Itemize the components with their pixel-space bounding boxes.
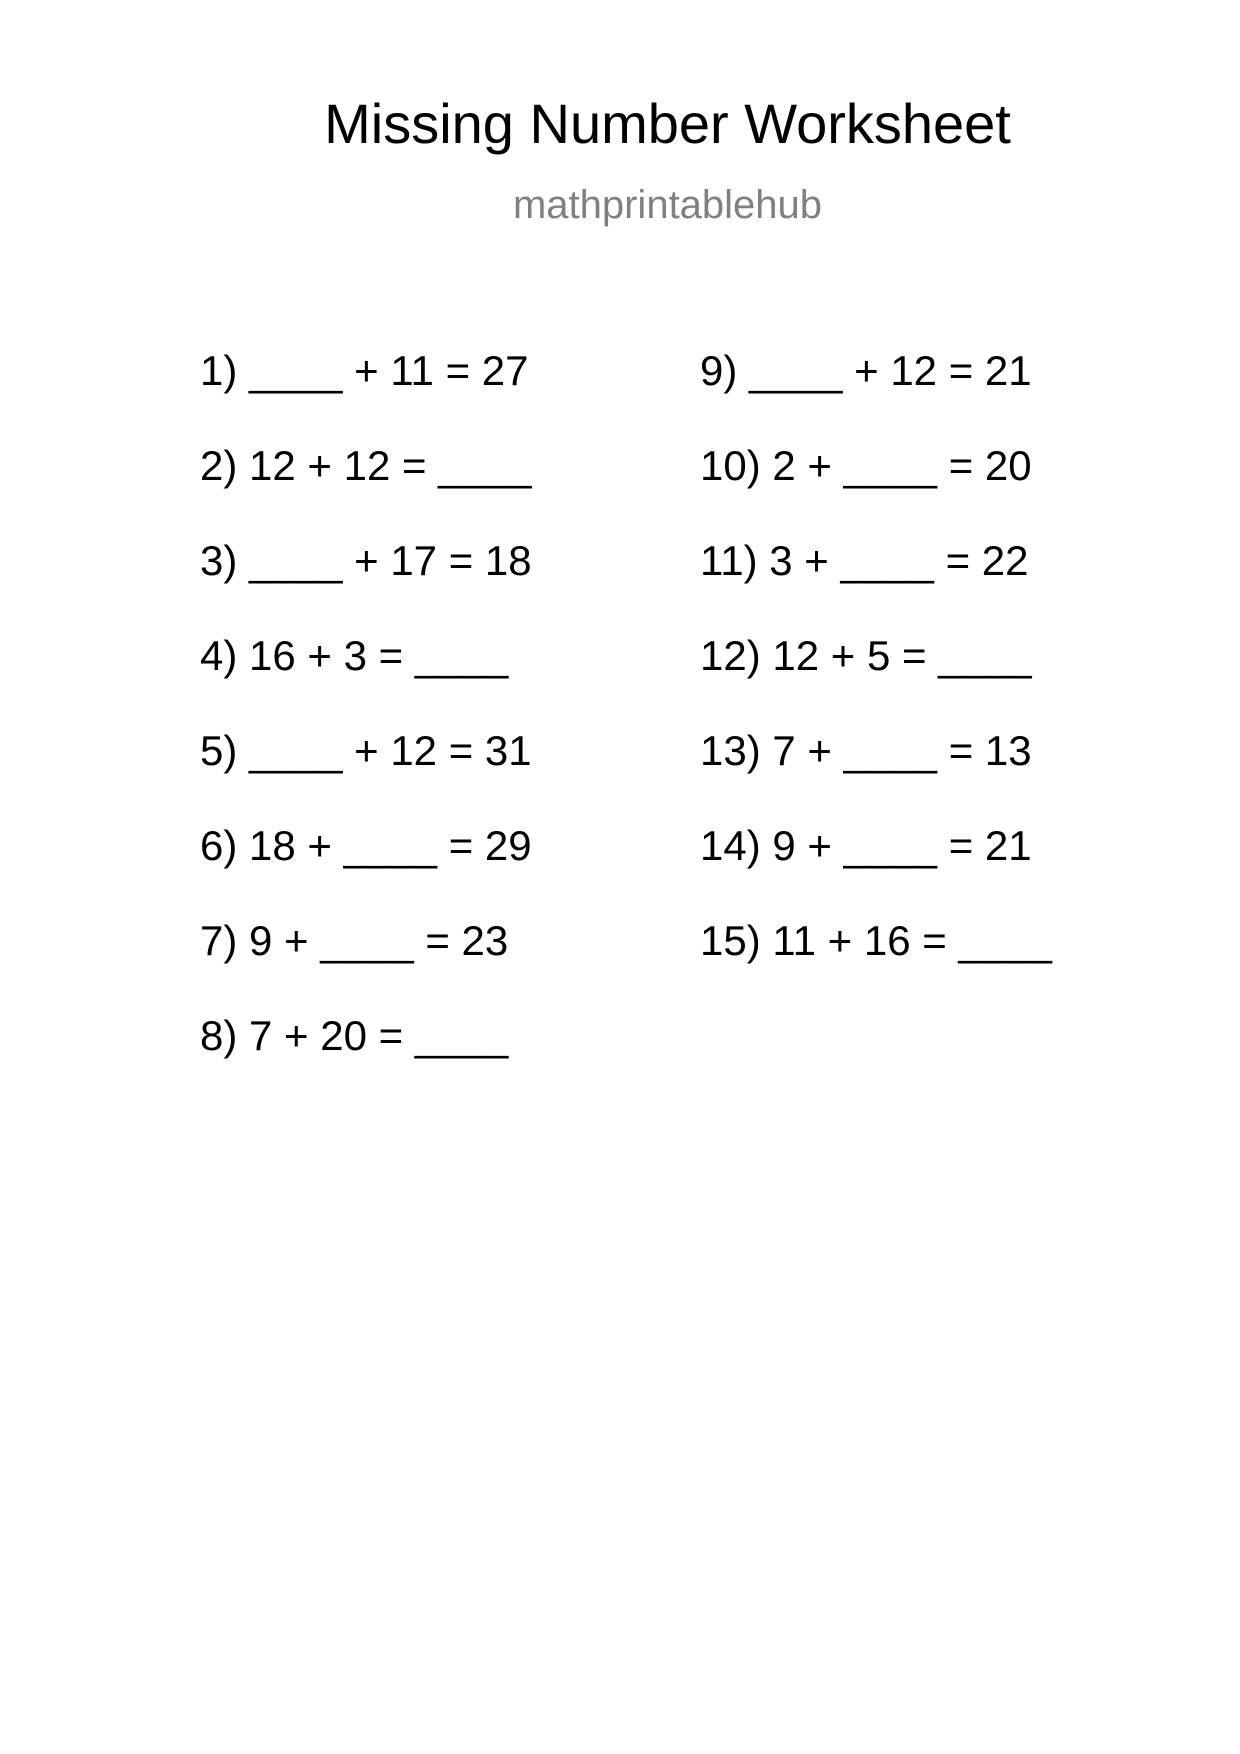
problem-item: 8) 7 + 20 = ____ — [200, 1012, 509, 1059]
problem-item: 1) ____ + 11 = 27 — [200, 347, 529, 394]
problem-item: 7) 9 + ____ = 23 — [200, 917, 509, 964]
problem-item: 10) 2 + ____ = 20 — [700, 442, 1032, 489]
problems-left-column — [200, 347, 532, 1110]
problem-item: 13) 7 + ____ = 13 — [700, 727, 1032, 774]
problem-item: 14) 9 + ____ = 21 — [700, 822, 1032, 869]
page-subtitle: mathprintablehub — [512, 183, 823, 227]
page-title: Missing Number Worksheet — [324, 92, 1011, 155]
problem-item: 5) ____ + 12 = 31 — [200, 727, 532, 774]
problem-item: 12) 12 + 5 = ____ — [700, 632, 1032, 679]
problems-right-column — [700, 347, 1052, 1015]
problem-item: 15) 11 + 16 = ____ — [700, 917, 1052, 964]
problem-item: 3) ____ + 17 = 18 — [200, 537, 532, 584]
problem-item: 6) 18 + ____ = 29 — [200, 822, 532, 869]
problem-item: 9) ____ + 12 = 21 — [700, 347, 1032, 394]
problem-item: 2) 12 + 12 = ____ — [200, 442, 532, 489]
problem-item: 11) 3 + ____ = 22 — [700, 537, 1029, 584]
problem-item: 4) 16 + 3 = ____ — [200, 632, 509, 679]
